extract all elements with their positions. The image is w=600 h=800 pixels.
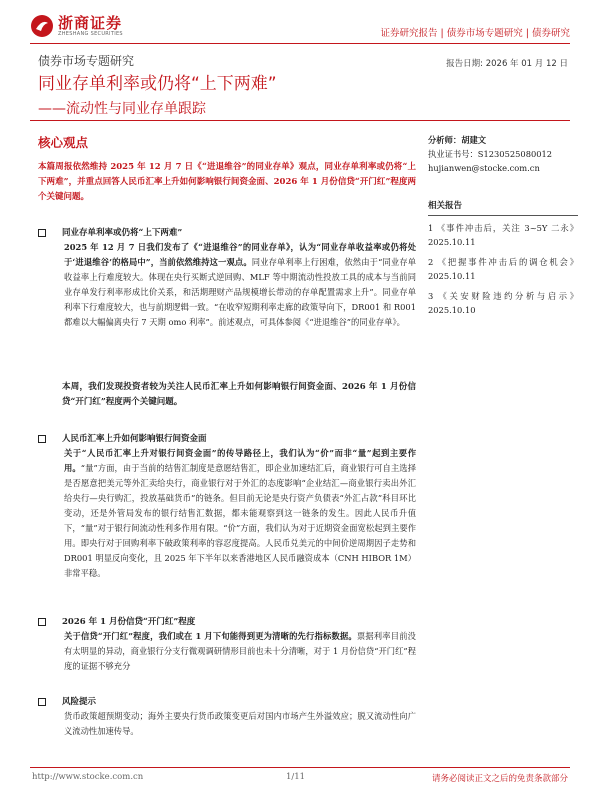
page-subtitle: ——流动性与同业存单跟踪 — [38, 101, 206, 117]
section-2-title: 人民币汇率上升如何影响银行间资金面 — [62, 434, 207, 444]
core-view — [38, 133, 416, 205]
section-1-body: 同业存单利率上行困难，依然由于“同业存单收益率上行难度较大。体现在央行买断式逆回购、MLF 等中期流动性投放工具的成本与当前同业存单发行利率形成比价关系，和活期理财产品规模增长带动的存单配置需求上升”。同业存单利率下行难度较大，也与前期逻辑一致。“在收窄短期利率走廊的政策导向下，DR001 和 R001 都难以大幅偏离央行 7 天期 omo 利率”。前述观点，可具体参阅《“进退维谷”的同业存单》。 — [64, 257, 416, 327]
related-report-item[interactable]: 2 《把握事件冲击后的调仓机会》 2025.10.11 — [428, 257, 578, 281]
section-3-body: 票据利率目前没有太明显的异动，商业银行分支行微观调研情形目前也未十分清晰，对于 1 月份信贷“开门红”程度的证据不够充分 — [64, 631, 416, 671]
bullet-square-icon — [38, 698, 46, 706]
page-title: 同业存单利率或仍将“上下两难” — [38, 74, 277, 94]
report-date: 报告日期: 2026 年 01 月 12 日 — [446, 59, 568, 69]
section-1-note — [62, 380, 416, 410]
section-3-lead: 关于信贷“开门红”程度，我们或在 1 月下旬能得到更为清晰的先行指标数据。 — [64, 631, 357, 641]
related-report-item[interactable]: 1 《事件冲击后，关注 3~5Y 二永》 2025.10.11 — [428, 223, 578, 247]
report-series: 债券市场专题研究 — [38, 54, 135, 68]
section-4 — [38, 695, 416, 739]
section-2 — [38, 432, 416, 581]
analyst-name: 分析师：胡建文 — [428, 135, 487, 145]
risk-body: 货币政策超预期变动；海外主要央行货币政策变更后对国内市场产生外溢效应；脱又流动性向广义流动性加速传导。 — [64, 711, 416, 736]
header-divider — [30, 43, 570, 44]
disclaimer-note: 请务必阅读正文之后的免责条款部分 — [431, 774, 568, 784]
section-3-title: 2026 年 1 月份信贷“开门红”程度 — [62, 617, 196, 627]
company-logo — [30, 14, 123, 38]
bullet-square-icon — [38, 618, 46, 626]
section-1-lead: 2025 年 12 月 7 日我们发布了《“进退维谷”的同业存单》，认为“同业存单收益率或仍将处于‘进退维谷’的格局中”，当前依然维持这一观点。 — [64, 242, 416, 267]
section-3 — [38, 615, 416, 674]
analyst-cert: 执业证书号：S1230525080012 — [428, 149, 553, 159]
section-2-body: “量”方面，由于当前的结售汇制度是意愿结售汇，即企业加速结汇后，商业银行可自主选择是否愿意把美元等外汇卖给央行，商业银行对于外汇的态度影响“企业结汇—商业银行卖出外汇给央行—央行购汇，投放基础货币”的链条。但目前无论是央行资产负债表“外汇占款”科目环比变动，还是外管局发布的银行结售汇数据，都未能观察到这一链条的发生。因此人民币升值下，“量”对于银行间流动性利多作用有限。“价”方面，我们认为对于近期资金面宽松起到主要作用。即央行对于回购利率下破政策利率的容忍度提高。人民币兑美元的中间价逆周期因子走势和 DR001 明显反向变化，且 2025 年下半年以来香港地区人民币融资成本（CNH HIBOR 1M）非常平稳。 — [64, 463, 416, 578]
logo-mark-icon — [30, 14, 54, 38]
related-report-item[interactable]: 3 《关安财险违约分析与启示》 2025.10.10 — [428, 291, 578, 315]
footer-divider — [30, 767, 570, 768]
page-number: 1/11 — [286, 772, 306, 782]
section-1-title: 同业存单利率或仍将“上下两难” — [62, 228, 183, 238]
breadcrumb: 证券研究报告 | 债券市场专题研究 | 债券研究 — [380, 28, 570, 39]
footer-website-link[interactable]: http://www.stocke.com.cn — [32, 772, 144, 782]
core-view-intro: 本篇周报依然维持 2025 年 12 月 7 日《“进退维谷”的同业存单》观点，同业存单利率或仍将“上下两难”，并重点回答人民币汇率上升如何影响银行间资金面、2026 年 1 月份信贷“开门红”程度两个关键问题。 — [38, 162, 416, 202]
title-divider — [30, 120, 570, 121]
related-reports-heading: 相关报告 — [428, 201, 463, 211]
analyst-email[interactable]: hujianwen@stocke.com.cn — [428, 163, 540, 173]
section-1 — [38, 226, 416, 330]
risk-title: 风险提示 — [62, 697, 97, 707]
logo-name-en: ZHESHANG SECURITIES — [58, 30, 123, 37]
page-header — [30, 8, 570, 42]
bullet-square-icon — [38, 435, 46, 443]
sidebar — [428, 133, 578, 323]
core-view-heading: 核心观点 — [38, 135, 89, 150]
bullet-square-icon — [38, 229, 46, 237]
section-1-note-text: 本周，我们发现投资者较为关注人民币汇率上升如何影响银行间资金面、2026 年 1 月份信贷“开门红”程度两个关键问题。 — [62, 382, 416, 407]
logo-name-cn: 浙商证券 — [58, 13, 123, 32]
section-2-lead: 关于“人民币汇率上升对银行间资金面”的传导路径上，我们认为“价”而非“量”起到主要作用。 — [64, 448, 416, 473]
related-reports-divider — [428, 215, 578, 216]
